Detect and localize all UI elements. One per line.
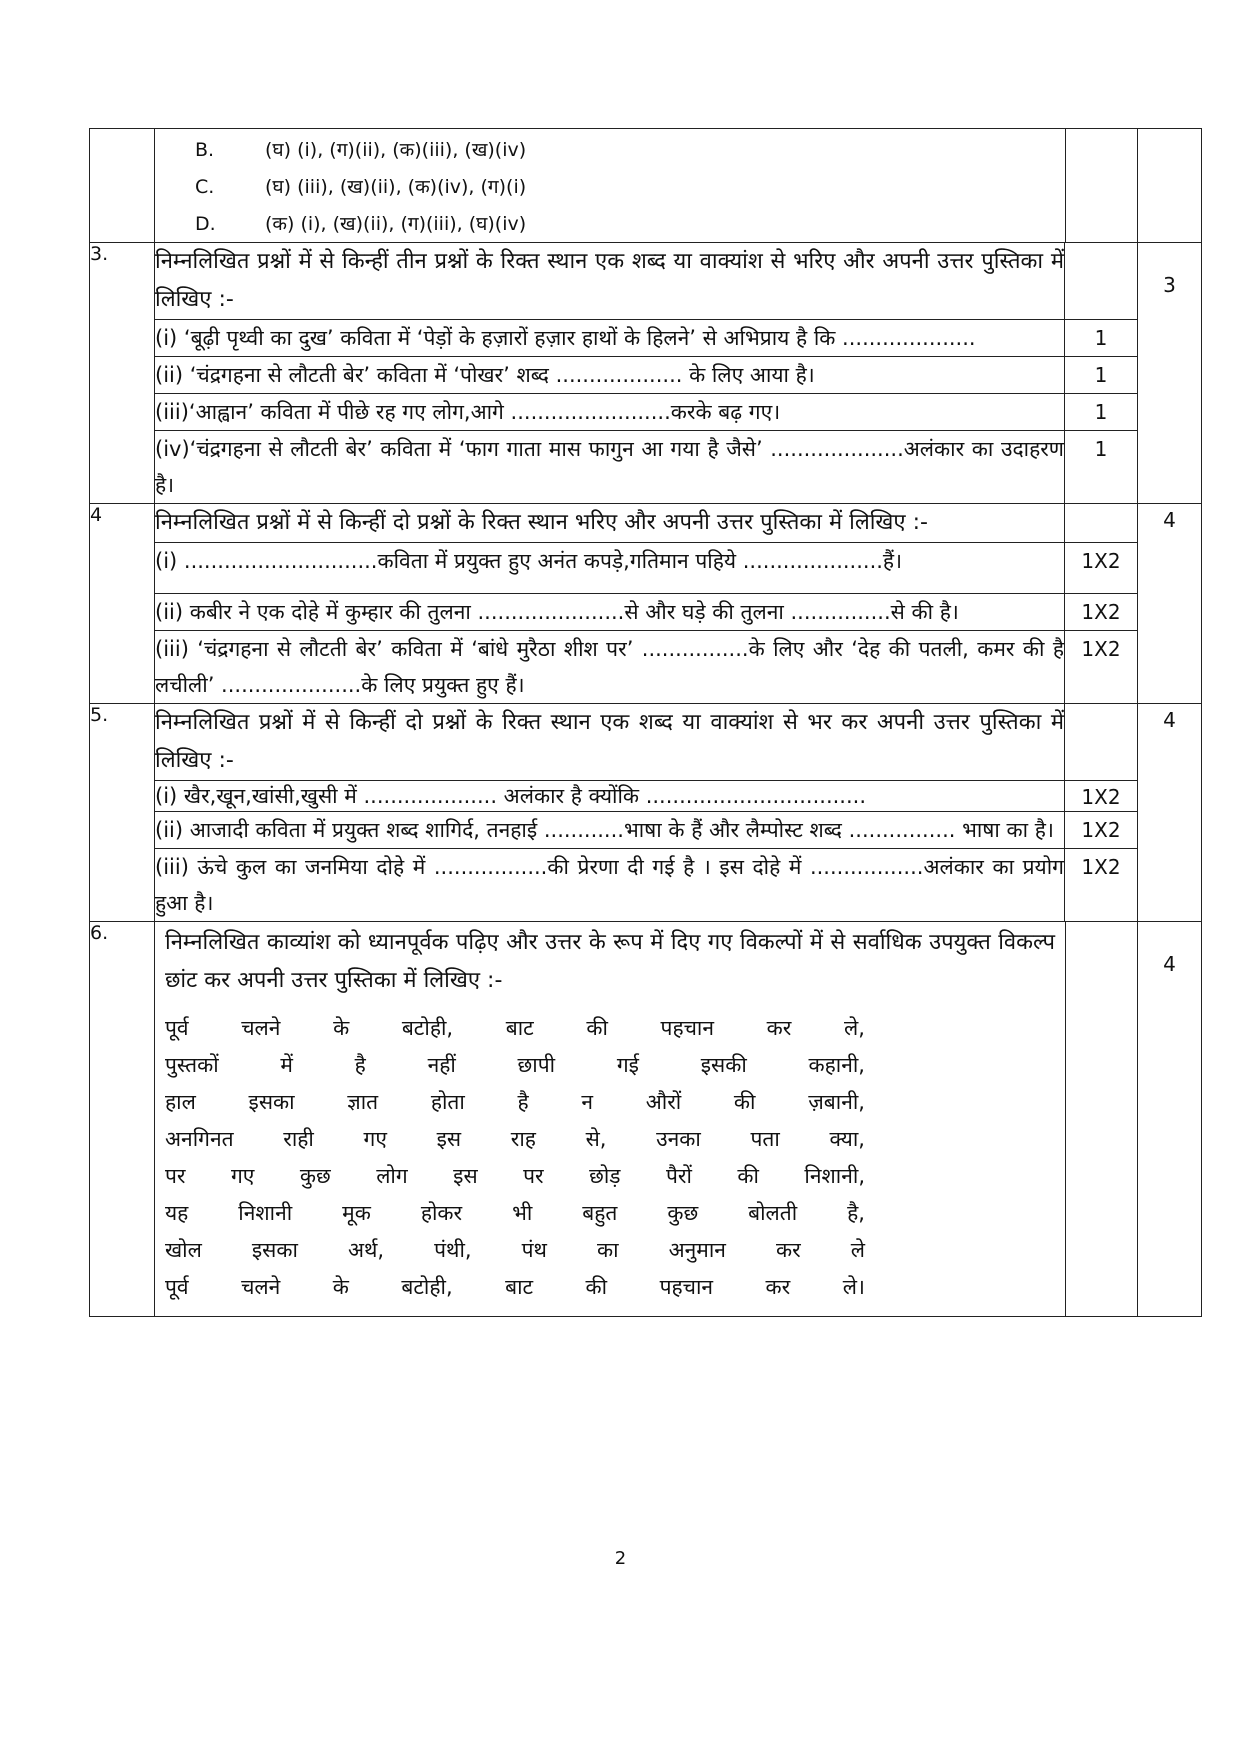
poem-word: गए (363, 1127, 387, 1151)
q6-number: 6. (90, 922, 155, 1317)
poem-word: की (585, 1275, 608, 1299)
poem-word: पुस्तकों (165, 1053, 219, 1077)
poem-word: चलने (241, 1016, 281, 1040)
poem-word: कहानी, (808, 1053, 865, 1077)
poem-word: कुछ (299, 1164, 331, 1188)
q3-item-4: (iv)‘चंद्रगहना से लौटती बेर’ कविता में ‘फाग गाता मास फागुन आ गया है जैसे’ ....................अलंकार का उदाहरण है। (155, 431, 1065, 504)
q5-row (90, 704, 1202, 922)
poem-word: बाट (505, 1275, 534, 1299)
poem-word: इसकी (700, 1053, 747, 1077)
poem-word: पहचान (660, 1016, 715, 1040)
poem-word: है (517, 1090, 529, 1114)
q5-body (155, 704, 1138, 922)
poem-word: नहीं (427, 1053, 456, 1077)
q3-item-4-marks: 1 (1065, 431, 1138, 504)
poem-word: बहुत (582, 1201, 618, 1225)
poem-word: कर (766, 1016, 792, 1040)
poem-word: की (733, 1090, 756, 1114)
option-c: C. (घ) (iii), (ख)(ii), (क)(iv), (ग)(i) (195, 176, 527, 198)
poem-word: राही (283, 1127, 314, 1151)
poem-word: यह (165, 1201, 189, 1225)
poem-word: होकर (420, 1201, 463, 1225)
poem-word: इसका (251, 1238, 298, 1262)
poem-word: क्या, (829, 1127, 865, 1151)
poem-word: कुछ (667, 1201, 699, 1225)
q4-item-1-marks: 1X2 (1065, 543, 1138, 594)
poem-word: गए (230, 1164, 255, 1188)
q2-options-cell (155, 129, 1066, 243)
poem-word: होता (430, 1090, 465, 1114)
poem-word: पूर्व (165, 1275, 189, 1299)
poem-word: ज़बानी, (808, 1090, 865, 1114)
poem-word: है, (847, 1201, 865, 1225)
poem-word: के (333, 1016, 350, 1040)
q2-options-row (90, 129, 1202, 243)
q3-subtable (155, 243, 1137, 503)
q4-body (155, 504, 1138, 704)
poem-word: अनुमान (668, 1238, 726, 1262)
poem-word: चलने (241, 1275, 281, 1299)
q4-number: 4 (90, 504, 155, 704)
q4-item-1: (i) .............................कविता में प्रयुक्त हुए अनंत कपड़े,गतिमान पहिये .....................हैं। (155, 543, 1065, 594)
q5-subtable (155, 704, 1137, 921)
q4-marks: 4 (1138, 504, 1202, 704)
option-d: D. (क) (i), (ख)(ii), (ग)(iii), (घ)(iv) (195, 213, 527, 235)
poem-word: से, (585, 1127, 607, 1151)
q3-row (90, 243, 1202, 504)
q3-item-3: (iii)‘आह्वान’ कविता में पीछे रह गए लोग,आगे ........................करके बढ़ गए। (155, 394, 1065, 431)
poem-word: लोग (376, 1164, 408, 1188)
poem-word: ले। (842, 1275, 865, 1299)
q5-item-1-marks: 1X2 (1065, 781, 1138, 812)
q4-subtable (155, 504, 1137, 703)
poem-word: बटोही, (401, 1275, 453, 1299)
q3-item-1: (i) ‘बूढ़ी पृथ्वी का दुख’ कविता में ‘पेड़ों के हज़ारों हज़ार हाथों के हिलने’ से अभिप्राय है कि .................... (155, 320, 1065, 357)
poem-word: अनगिनत (165, 1127, 234, 1151)
poem-word: पूर्व (165, 1016, 189, 1040)
q6-instruction: निम्नलिखित काव्यांश को ध्यानपूर्वक पढ़िए और उत्तर के रूप में दिए गए विकल्पों में से सर्वाधिक उपयुक्त विकल्प छांट कर अपनी उत्तर पुस्तिका में लिखिए :- (165, 930, 1055, 993)
q6-row (90, 922, 1202, 1317)
poem-word: में (280, 1053, 293, 1077)
q5-marks: 4 (1138, 704, 1202, 922)
q5-item-3: (iii) ऊंचे कुल का जनमिया दोहे में .................की प्रेरणा दी गई है । इस दोहे में .................अलंकार का प्रयोग हुआ है। (155, 849, 1065, 922)
poem-word: मूक (342, 1201, 371, 1225)
poem-word: इस (436, 1127, 462, 1151)
q5-item-3-marks: 1X2 (1065, 849, 1138, 922)
poem-word: पर (523, 1164, 544, 1188)
poem-line (165, 1158, 865, 1195)
q4-instruction: निम्नलिखित प्रश्नों में से किन्हीं दो प्रश्नों के रिक्त स्थान भरिए और अपनी उत्तर पुस्तिका में लिखिए :- (155, 510, 928, 535)
poem-word: की (737, 1164, 759, 1188)
option-b: B. (घ) (i), (ग)(ii), (क)(iii), (ख)(iv) (195, 139, 527, 161)
q5-instruction: निम्नलिखित प्रश्नों में से किन्हीं दो प्रश्नों के रिक्त स्थान एक शब्द या वाक्यांश से भर कर अपनी उत्तर पुस्तिका में लिखिए :- (155, 710, 1064, 773)
poem-word: की (586, 1016, 608, 1040)
poem-word: न (581, 1090, 594, 1114)
poem-word: खोल (165, 1238, 202, 1262)
poem-word: पंथ (521, 1238, 547, 1262)
poem-word: पर (165, 1164, 186, 1188)
poem-word: उनका (656, 1127, 701, 1151)
q3-item-3-marks: 1 (1065, 394, 1138, 431)
q5-item-2: (ii) आजादी कविता में प्रयुक्त शब्द शागिर्द, तनहाई ............भाषा के हैं और लैम्पोस्ट शब्द ................ भाषा का है। (155, 812, 1065, 849)
poem-word: कर (775, 1238, 801, 1262)
q3-instruction: निम्नलिखित प्रश्नों में से किन्हीं तीन प्रश्नों के रिक्त स्थान एक शब्द या वाक्यांश से भरिए और अपनी उत्तर पुस्तिका में लिखिए :- (155, 249, 1064, 312)
poem-word: पहचान (659, 1275, 714, 1299)
poem-word: बटोही, (401, 1016, 454, 1040)
question-table (89, 128, 1202, 1317)
q6-submarks-cell (1066, 922, 1138, 1317)
poem-word: ज्ञात (347, 1090, 379, 1114)
q2-number-cell (90, 129, 155, 243)
poem-word: ले (850, 1238, 865, 1262)
poem-line (165, 1084, 865, 1121)
poem-word: के (332, 1275, 349, 1299)
poem-word: बोलती (748, 1201, 798, 1225)
poem-word: पता (750, 1127, 780, 1151)
poem-word: पैरों (665, 1164, 692, 1188)
q5-item-2-marks: 1X2 (1065, 812, 1138, 849)
q4-item-2-marks: 1X2 (1065, 594, 1138, 631)
q6-poem (155, 1004, 1065, 1316)
q3-marks: 3 (1138, 243, 1202, 504)
poem-word: निशानी (238, 1201, 293, 1225)
poem-word: इस (453, 1164, 478, 1188)
poem-word: हाल (165, 1090, 196, 1114)
q2-submarks-cell (1066, 129, 1138, 243)
poem-line (165, 1232, 865, 1269)
poem-word: पंथी, (434, 1238, 472, 1262)
q2-marks-cell (1138, 129, 1202, 243)
q4-item-3: (iii) ‘चंद्रगहना से लौटती बेर’ कविता में ‘बांधे मुरैठा शीश पर’ ................के लिए और ‘देह की पतली, कमर की है लचीली’ .....................के लिए प्रयुक्त हुए हैं। (155, 631, 1065, 704)
q3-item-2-marks: 1 (1065, 357, 1138, 394)
poem-line (165, 1195, 865, 1232)
q4-item-3-marks: 1X2 (1065, 631, 1138, 704)
q4-row (90, 504, 1202, 704)
q3-body (155, 243, 1138, 504)
poem-word: औरों (645, 1090, 682, 1114)
poem-word: है (354, 1053, 366, 1077)
poem-word: गई (616, 1053, 639, 1077)
poem-word: राह (510, 1127, 536, 1151)
q6-marks: 4 (1138, 922, 1202, 1317)
poem-word: निशानी, (804, 1164, 865, 1188)
poem-word: अर्थ, (347, 1238, 385, 1262)
poem-word: छापी (517, 1053, 556, 1077)
poem-word: ले, (843, 1016, 865, 1040)
poem-word: छोड़ (589, 1164, 621, 1188)
poem-word: इसका (248, 1090, 295, 1114)
q5-number: 5. (90, 704, 155, 922)
poem-line (165, 1121, 865, 1158)
q5-item-1: (i) खैर,खून,खांसी,खुसी में .................... अलंकार है क्योंकि ................................. (155, 781, 1065, 812)
poem-line (165, 1269, 865, 1306)
page-number: 2 (614, 1548, 627, 1569)
poem-word: का (596, 1238, 619, 1262)
q3-item-1-marks: 1 (1065, 320, 1138, 357)
poem-word: बाट (505, 1016, 534, 1040)
poem-word: भी (512, 1201, 533, 1225)
poem-line (165, 1047, 865, 1084)
q3-number: 3. (90, 243, 155, 504)
q3-item-2: (ii) ‘चंद्रगहना से लौटती बेर’ कविता में ‘पोखर’ शब्द ................... के लिए आया है। (155, 357, 1065, 394)
q4-item-2: (ii) कबीर ने एक दोहे में कुम्हार की तुलना ......................से और घड़े की तुलना ...............से की है। (155, 594, 1065, 631)
poem-line (165, 1010, 865, 1047)
poem-word: कर (765, 1275, 791, 1299)
q6-body (155, 922, 1066, 1317)
